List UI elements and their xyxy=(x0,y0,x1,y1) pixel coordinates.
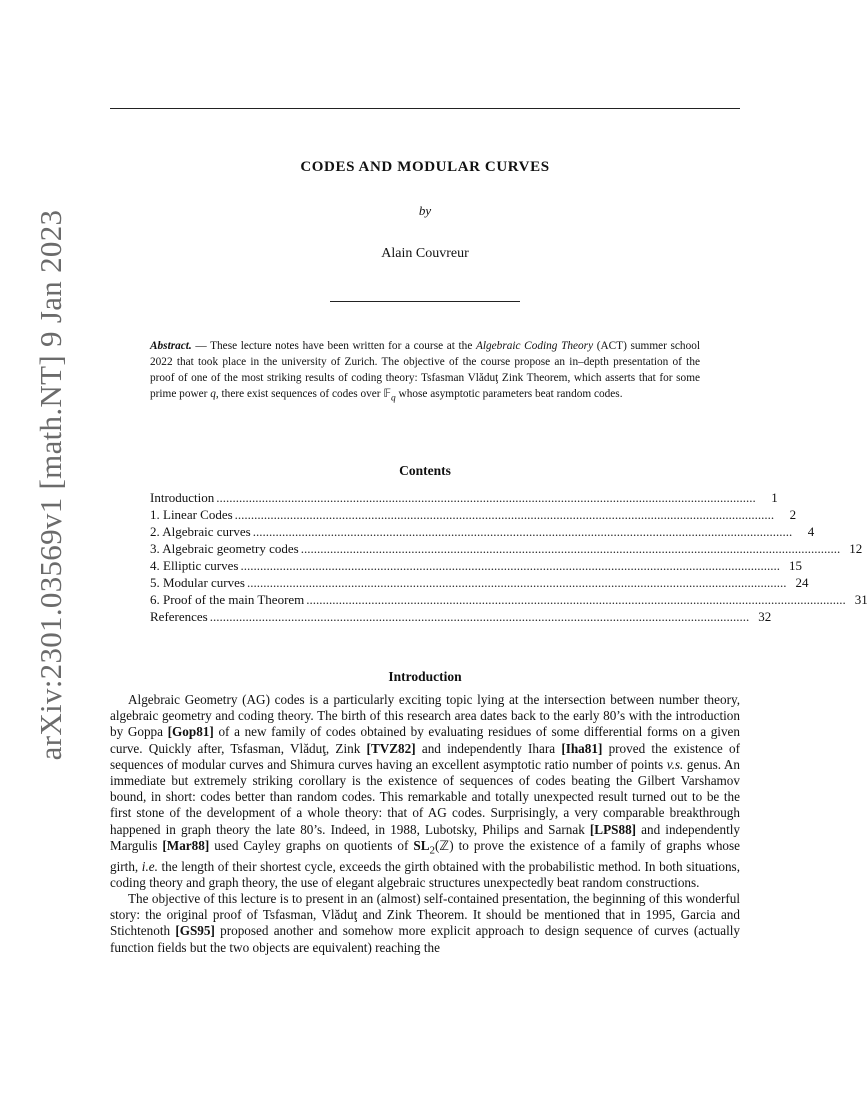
citation[interactable]: [TVZ82] xyxy=(366,740,416,756)
toc-entry[interactable]: 1. Linear Codes ...................................................................................................................................................................... 2 xyxy=(150,507,797,522)
toc-entry[interactable]: Introduction ...................................................................................................................................................................... 1 xyxy=(150,490,778,505)
header-rule xyxy=(110,108,740,109)
citation[interactable]: [Gop81] xyxy=(167,724,214,740)
toc-entry[interactable]: References ...................................................................................................................................................................... 32 xyxy=(150,609,772,624)
introduction-body xyxy=(110,692,740,956)
toc-entry[interactable]: 5. Modular curves ...................................................................................................................................................................... 24 xyxy=(150,575,809,590)
citation[interactable]: [GS95] xyxy=(175,923,215,939)
toc-entry[interactable]: 6. Proof of the main Theorem ...................................................................................................................................................................... 31 xyxy=(150,592,868,607)
toc-entry[interactable]: 4. Elliptic curves ...................................................................................................................................................................... 15 xyxy=(150,558,802,573)
abstract-label: Abstract. xyxy=(150,340,192,352)
citation[interactable]: [LPS88] xyxy=(589,821,637,837)
toc-entry[interactable]: 3. Algebraic geometry codes ...................................................................................................................................................................... 12 xyxy=(150,541,863,556)
abstract: Abstract. — These lecture notes have been written for a course at the Algebraic Coding Theory (ACT) summer school 2022 that took place in the university of Zurich. The objective of the course propose an in–depth presentation of the proof of one of the most striking results of coding theory: Tsfasman Vlăduţ Zink Theorem, which asserts that for some prime power q, there exist sequences of codes over 𝔽$_q$ whose asymptotic parameters beat random codes. xyxy=(150,340,701,404)
introduction-heading: Introduction xyxy=(388,669,462,684)
table-of-contents xyxy=(150,489,868,625)
contents-heading: Contents xyxy=(399,463,451,478)
citation[interactable]: [Iha81] xyxy=(561,740,603,756)
paper-title: CODES AND MODULAR CURVES xyxy=(300,159,550,175)
title-divider xyxy=(330,301,520,302)
citation[interactable]: [Mar88] xyxy=(162,837,210,853)
toc-entry[interactable]: 2. Algebraic curves ...................................................................................................................................................................... 4 xyxy=(150,524,815,539)
paragraph: The objective of this lecture is to present in an (almost) self-contained presentation, the beginning of this wonderful story: the original proof of Tsfasman, Vlăduţ and Zink Theorem. It should be mentioned that in 1995, Garcia and Stichtenoth [GS95] proposed another and somehow more explicit approach to design sequence of curves (actually function fields but the two objects are equivalent) reaching the xyxy=(110,891,740,955)
paragraph: Algebraic Geometry (AG) codes is a particularly exciting topic lying at the intersection between number theory, algebraic geometry and coding theory. The birth of this research area dates back to the early 80’s with the introduction by Goppa [Gop81] of a new family of codes obtained by evaluating residues of some differential forms on a given curve. Quickly after, Tsfasman, Vlăduţ, Zink [TVZ82] and independently Ihara [Iha81] proved the existence of sequences of modular curves and Shimura curves having an excellent asymptotic ratio number of points v.s. genus. An immediate but extremely striking corollary is the existence of sequences of codes beating the Gilbert Varshamov bound, in short: codes better than random codes. This remarkable and totally unexpected result turned out to be the first stone of the development of a whole theory: that of AG codes. Surprisingly, a very comparable breakthrough happened in graph theory the late 80’s. Indeed, in 1988, Lubotsky, Philips and Sarnak [LPS88] and independently Margulis [Mar88] used Cayley graphs on quotients of $SL_2(ℤ)$ to prove the existence of a family of graphs whose girth, i.e. the length of their shortest cycle, exceeds the girth obtained with the probabilistic method. In both situations, coding theory and graph theory, the use of elegant algebraic structures unexpectedly beat random constructions. xyxy=(110,692,741,890)
arxiv-stamp: arXiv:2301.03569v1 [math.NT] 9 Jan 2023 xyxy=(33,209,68,761)
author-name: Alain Couvreur xyxy=(381,246,469,261)
byline: by xyxy=(418,203,432,218)
